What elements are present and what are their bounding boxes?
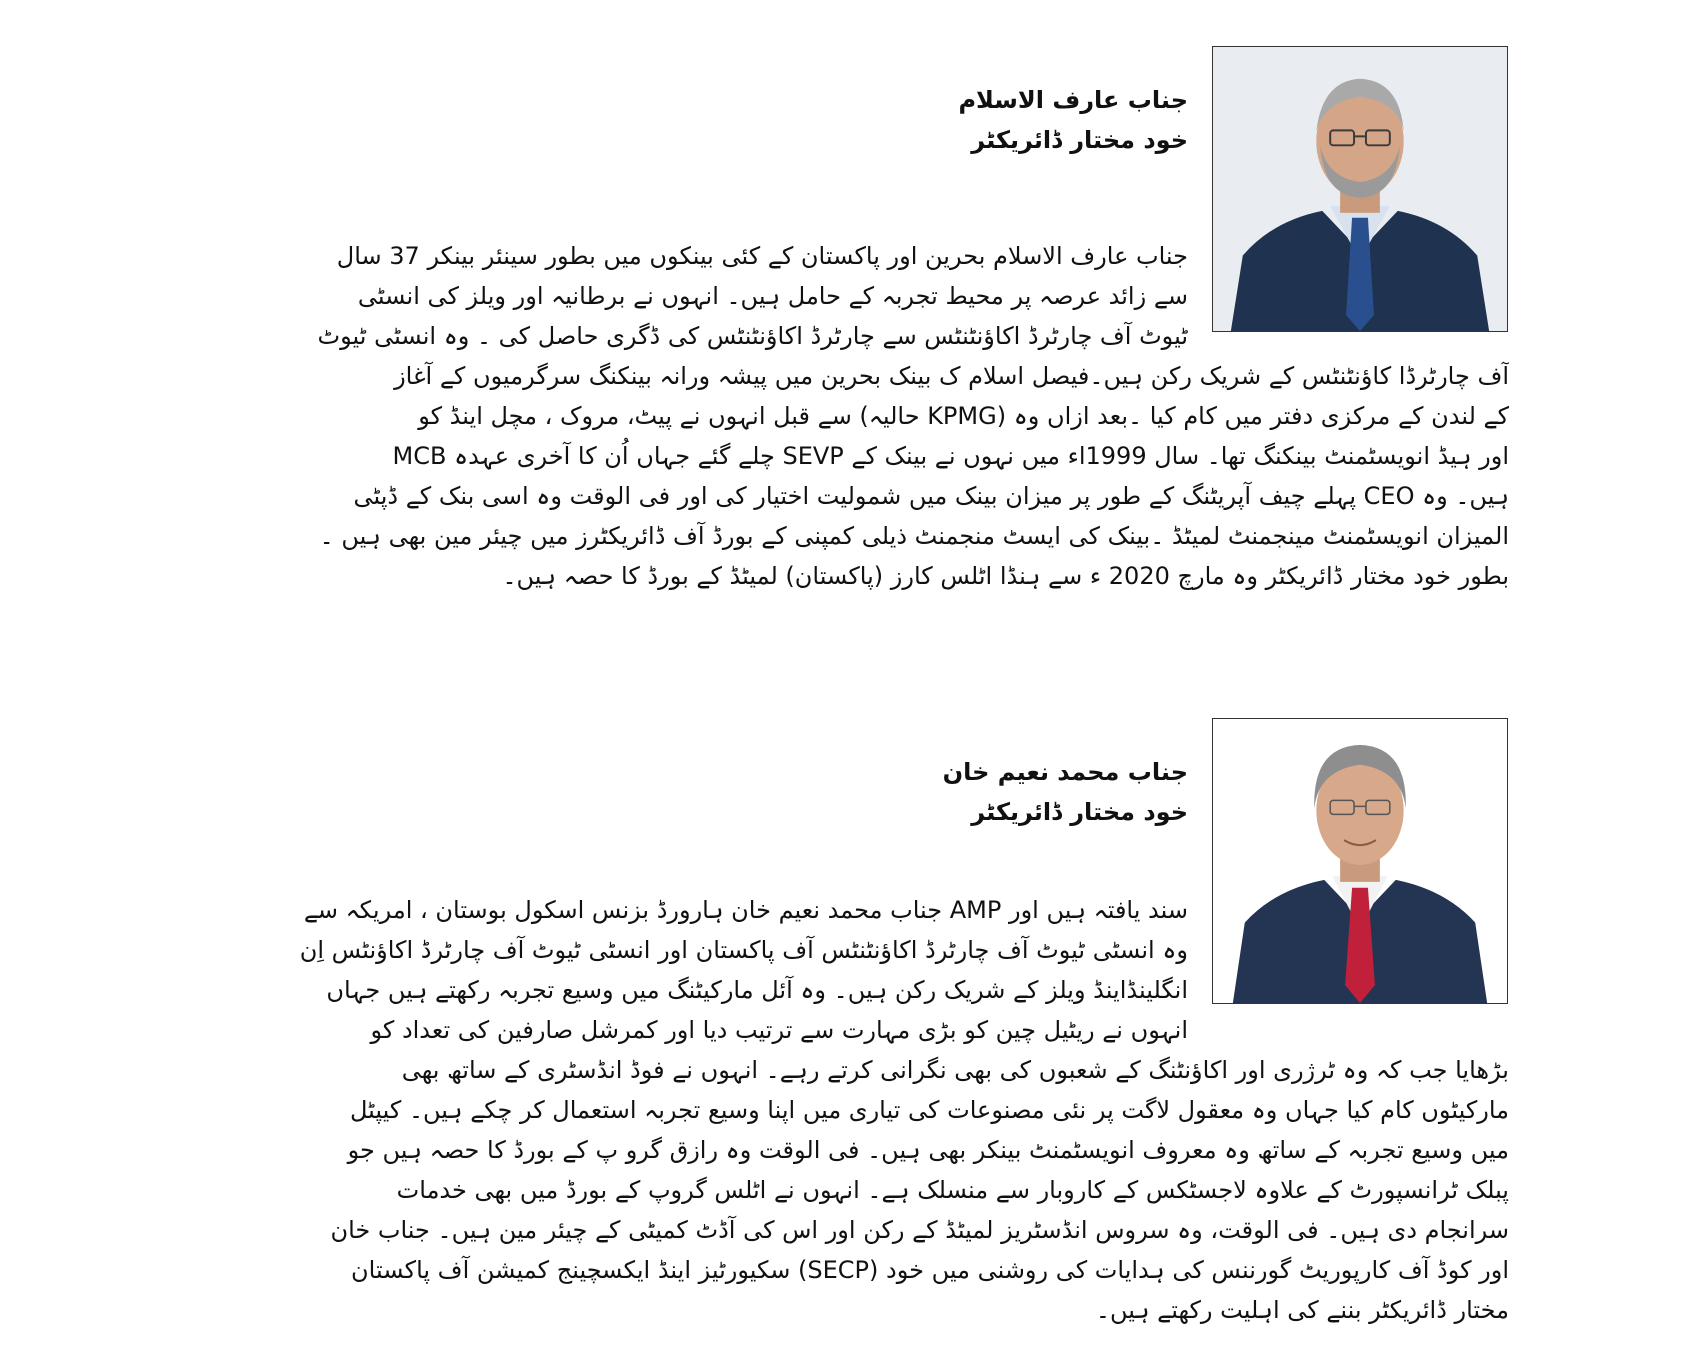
- director-1-bio-top: [188, 236, 1188, 356]
- bio-line: مارکیٹوں کام کیا جہاں وہ معقول لاگت پر نئی مصنوعات کی تیاری میں اپنا وسیع تجربہ استعمال کر چکے ہیں۔ کیپٹل: [350, 1096, 1509, 1124]
- portrait-photo-icon: [1213, 719, 1507, 1003]
- bio-line: انہوں نے ریٹیل چین کو بڑی مہارت سے ترتیب دیا اور کمرشل صارفین کی تعداد کو: [370, 1016, 1188, 1044]
- director-2-bio-bottom: [209, 1050, 1509, 1330]
- bio-line: وہ انسٹی ٹیوٹ آف چارٹرڈ اکاؤنٹنٹس آف پاکستان اور انسٹی ٹیوٹ آف چارٹرڈ اکاؤنٹس اِن: [299, 936, 1188, 964]
- bio-line: سرانجام دی ہیں۔ فی الوقت، وہ سروس انڈسٹریز لمیٹڈ کے رکن اور اس کی آڈٹ کمیٹی کے چیئر مین ہیں۔ جناب خان: [330, 1216, 1509, 1244]
- director-2-bio-top: [188, 890, 1188, 1050]
- bio-line: کے لندن کے مرکزی دفتر میں کام کیا ۔بعد ازاں وہ (KPMG حالیہ) سے قبل انہوں نے پیٹ، مروک ، مچل اینڈ کو: [418, 402, 1509, 430]
- director-2-name: جناب محمد نعیم خان: [942, 758, 1188, 786]
- bio-line: اور ہیڈ انویسٹمنٹ بینکنگ تھا۔ سال 1999اء میں نہوں نے بینک کے SEVP چلے گئے جہاں اُن کا آخری عہدہ MCB: [392, 442, 1509, 470]
- director-2-heading: [943, 752, 1188, 832]
- director-1-photo: [1212, 46, 1508, 332]
- bio-line: بطور خود مختار ڈائریکٹر وہ مارچ 2020 ء سے ہنڈا اٹلس کارز (پاکستان) لمیٹڈ کے بورڈ کا حصہ ہیں۔: [502, 562, 1509, 590]
- bio-line: پبلک ٹرانسپورٹ کے علاوہ لاجسٹکس کے کاروبار سے منسلک ہے۔ انہوں نے اٹلس گروپ کے بورڈ میں بھی خدمات: [396, 1176, 1509, 1204]
- director-profile-1: [0, 0, 1699, 640]
- bio-line: جناب عارف الاسلام بحرین اور پاکستان کے کئی بینکوں میں بطور سینئر بینکر 37 سال: [336, 242, 1188, 270]
- director-1-heading: [958, 80, 1188, 160]
- bio-line: بڑھایا جب کہ وہ ٹرژری اور اکاؤنٹنگ کے شعبوں کی بھی نگرانی کرتے رہے۔ انہوں نے فوڈ انڈسٹری کے ساتھ بھی: [401, 1056, 1509, 1084]
- bio-line: اور کوڈ آف کارپوریٹ گورننس کی ہدایات کی روشنی میں خود (SECP) سکیورٹیز اینڈ ایکسچینج کمیشن آف پاکستان: [351, 1256, 1509, 1284]
- bio-line: آف چارٹرڈا کاؤنٹنٹس کے شریک رکن ہیں۔فیصل اسلام ک بینک بحرین میں پیشہ ورانہ بینکنگ سرگرمیوں کے آغاز: [394, 362, 1509, 390]
- director-profile-2: [0, 680, 1699, 1348]
- bio-line: انگلینڈاینڈ ویلز کے شریک رکن ہیں۔ وہ آئل مارکیٹنگ میں وسیع تجربہ رکھتے ہیں جہاں: [326, 976, 1188, 1004]
- director-2-photo: [1212, 718, 1508, 1004]
- director-1-name: جناب عارف الاسلام: [958, 86, 1188, 114]
- director-1-role: خود مختار ڈائریکٹر: [971, 126, 1188, 154]
- bio-line: ہیں۔ وہ CEO پہلے چیف آپریٹنگ کے طور پر میزان بینک میں شمولیت اختیار کی اور فی الوقت وہ اسی بنک کے ڈپٹی: [353, 482, 1509, 510]
- bio-line: سند یافتہ ہیں اور AMP جناب محمد نعیم خان ہارورڈ بزنس اسکول بوستان ، امریکہ سے: [303, 896, 1188, 924]
- director-1-bio-bottom: [209, 356, 1509, 596]
- bio-line: سے زائد عرصہ پر محیط تجربہ کے حامل ہیں۔ انہوں نے برطانیہ اور ویلز کی انسٹی: [357, 282, 1188, 310]
- bio-line: المیزان انویسٹمنٹ مینجمنٹ لمیٹڈ ۔بینک کی ایسٹ منجمنٹ ذیلی کمپنی کے بورڈ آف ڈائریکٹرز میں چیئر مین بھی ہیں ۔: [319, 522, 1509, 550]
- bio-line: میں وسیع تجربہ کے ساتھ وہ معروف انویسٹمنٹ بینکر بھی ہیں۔ فی الوقت وہ رازق گرو پ کے بورڈ کا حصہ ہیں جو: [347, 1136, 1509, 1164]
- bio-line: مختار ڈائریکٹر بننے کی اہلیت رکھتے ہیں۔: [1095, 1296, 1509, 1324]
- portrait-photo-icon: [1213, 47, 1507, 331]
- bio-line: ٹیوٹ آف چارٹرڈ اکاؤنٹنٹس سے چارٹرڈ اکاؤنٹنٹس کی ڈگری حاصل کی ۔ وہ انسٹی ٹیوٹ: [317, 322, 1188, 350]
- director-2-role: خود مختار ڈائریکٹر: [971, 798, 1188, 826]
